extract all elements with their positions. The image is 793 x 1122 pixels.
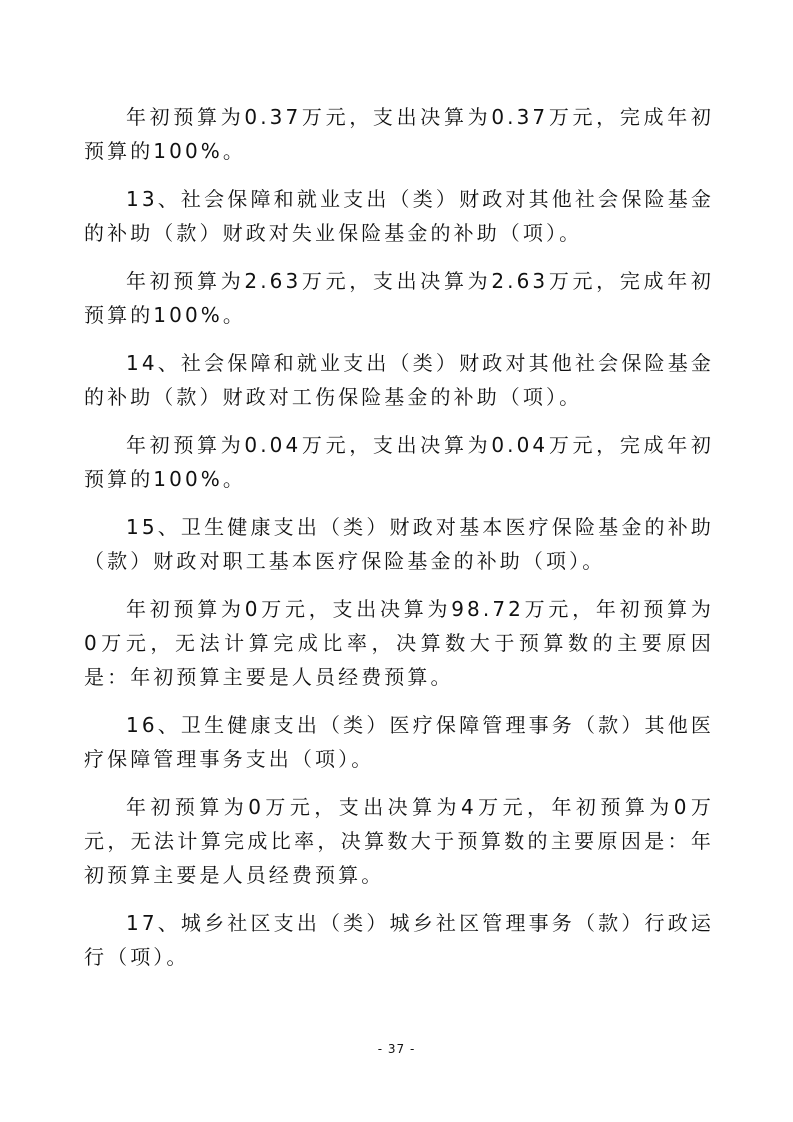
paragraph-item-16-result: 年初预算为0万元，支出决算为4万元，年初预算为0万元，无法计算完成比率，决算数大于预算数的主要原因是：年初预算主要是人员经费预算。 bbox=[84, 795, 714, 887]
paragraph-item-13-result: 年初预算为2.63万元，支出决算为2.63万元，完成年初预算的100%。 bbox=[84, 269, 714, 327]
paragraph-item-14-result: 年初预算为0.04万元，支出决算为0.04万元，完成年初预算的100%。 bbox=[84, 433, 714, 491]
paragraph-item-16-heading: 16、卫生健康支出（类）医疗保障管理事务（款）其他医疗保障管理事务支出（项）。 bbox=[84, 713, 714, 771]
paragraph-item-17-heading: 17、城乡社区支出（类）城乡社区管理事务（款）行政运行（项）。 bbox=[84, 911, 714, 969]
paragraph-item-15-result: 年初预算为0万元，支出决算为98.72万元，年初预算为0万元，无法计算完成比率，决算数大于预算数的主要原因是：年初预算主要是人员经费预算。 bbox=[84, 597, 714, 689]
document-body bbox=[84, 100, 714, 974]
paragraph-budget-item-12-result: 年初预算为0.37万元，支出决算为0.37万元，完成年初预算的100%。 bbox=[84, 105, 714, 163]
paragraph-item-13-heading: 13、社会保障和就业支出（类）财政对其他社会保险基金的补助（款）财政对失业保险基金的补助（项）。 bbox=[84, 187, 714, 245]
paragraph-item-14-heading: 14、社会保障和就业支出（类）财政对其他社会保险基金的补助（款）财政对工伤保险基金的补助（项）。 bbox=[84, 351, 714, 409]
paragraph-item-15-heading: 15、卫生健康支出（类）财政对基本医疗保险基金的补助（款）财政对职工基本医疗保险基金的补助（项）。 bbox=[84, 515, 714, 573]
page-number: - 37 - bbox=[377, 1042, 416, 1056]
